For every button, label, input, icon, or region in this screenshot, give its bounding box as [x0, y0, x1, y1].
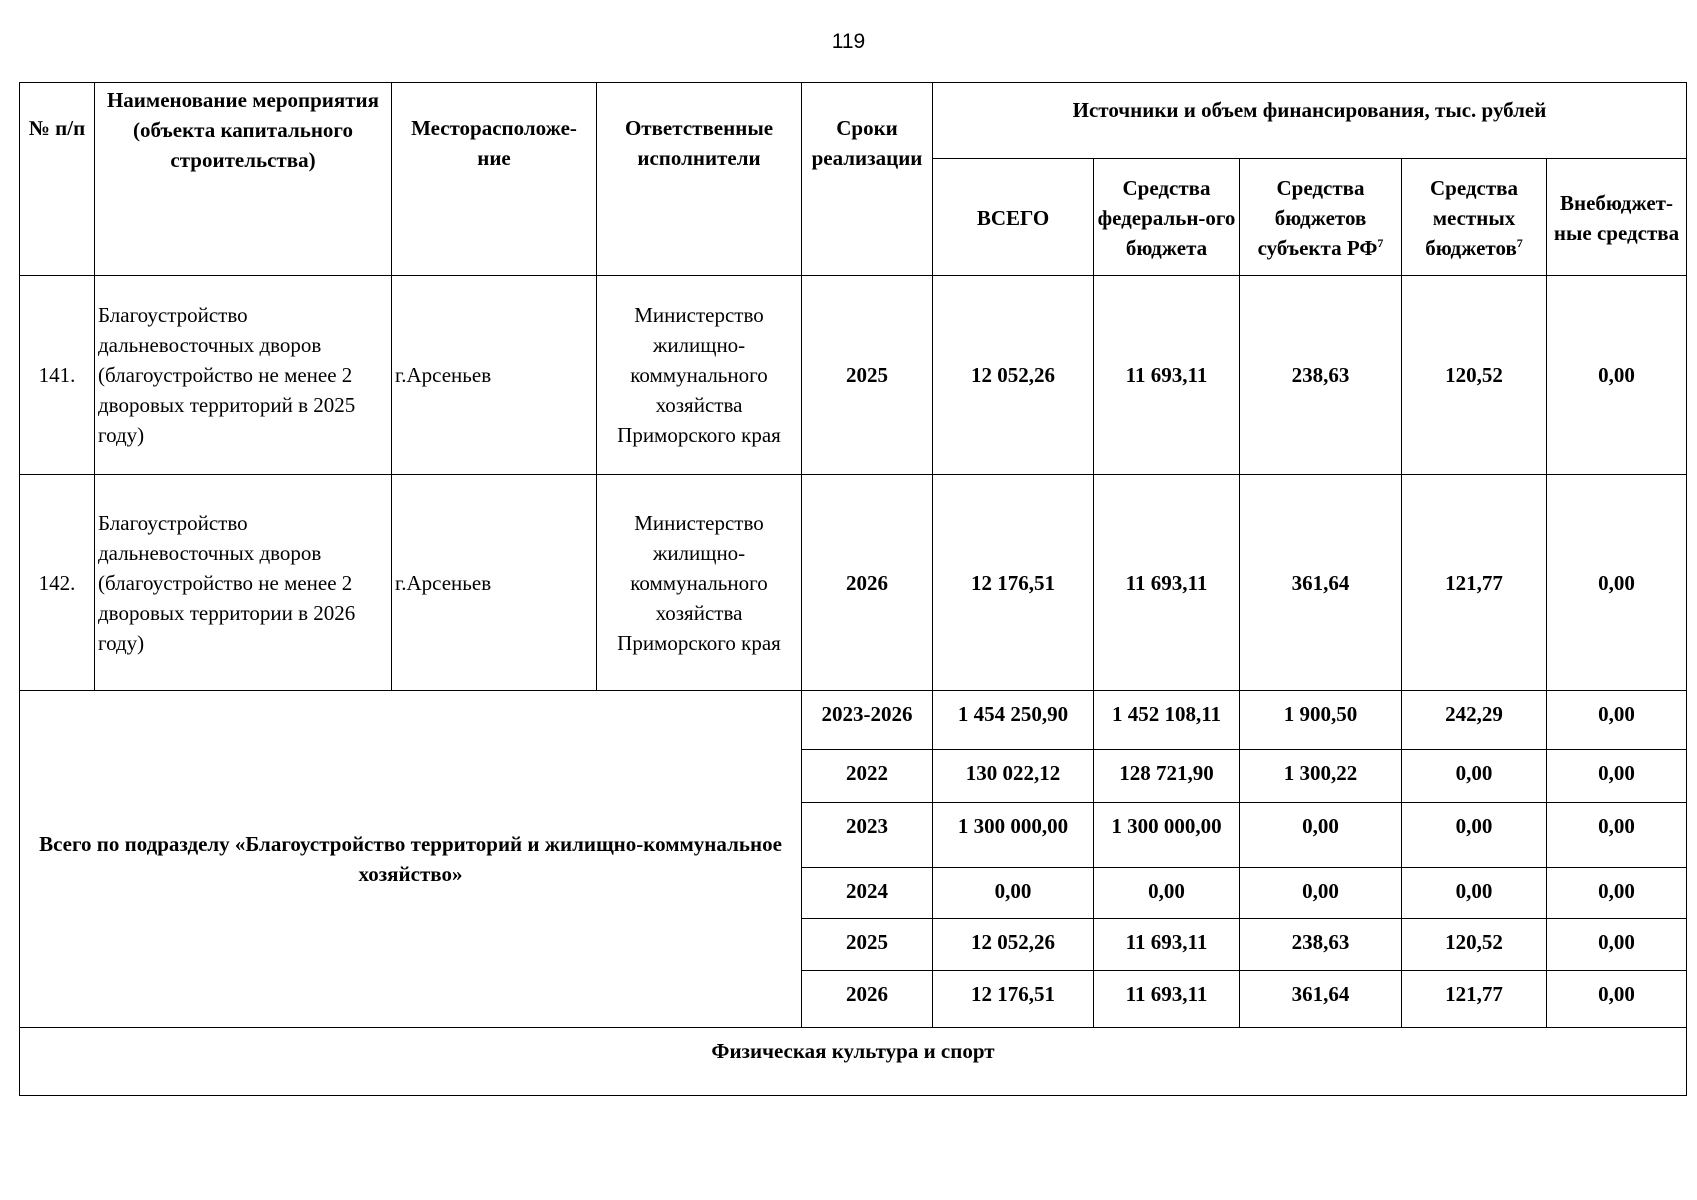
total-local: 120,52	[1402, 919, 1547, 971]
row-name: Благоустройство дальневосточных дворов (благоустройство не менее 2 дворовых территорий в 2025 году)	[95, 276, 392, 475]
row-regional: 238,63	[1240, 276, 1402, 475]
total-period: 2025	[802, 919, 933, 971]
total-extra: 0,00	[1547, 803, 1687, 868]
header-location: Месторасположе-ние	[392, 83, 597, 276]
total-total: 1 454 250,90	[933, 691, 1094, 750]
header-federal: Средства федеральн-ого бюджета	[1094, 159, 1240, 276]
total-federal: 128 721,90	[1094, 750, 1240, 803]
total-regional: 238,63	[1240, 919, 1402, 971]
total-period: 2024	[802, 868, 933, 919]
total-local: 0,00	[1402, 803, 1547, 868]
total-extra: 0,00	[1547, 971, 1687, 1028]
section-title: Физическая культура и спорт	[20, 1028, 1687, 1096]
row-total: 12 052,26	[933, 276, 1094, 475]
header-sources: Источники и объем финансирования, тыс. рублей	[933, 83, 1687, 159]
page-number: 119	[831, 30, 866, 53]
total-regional: 361,64	[1240, 971, 1402, 1028]
header-period: Сроки реализации	[802, 83, 933, 276]
header-responsible: Ответственные исполнители	[597, 83, 802, 276]
row-period: 2026	[802, 475, 933, 691]
row-extra: 0,00	[1547, 276, 1687, 475]
total-local: 242,29	[1402, 691, 1547, 750]
total-federal: 0,00	[1094, 868, 1240, 919]
total-federal: 1 452 108,11	[1094, 691, 1240, 750]
row-period: 2025	[802, 276, 933, 475]
total-local: 0,00	[1402, 750, 1547, 803]
total-row	[20, 691, 1687, 750]
total-period: 2026	[802, 971, 933, 1028]
total-federal: 1 300 000,00	[1094, 803, 1240, 868]
total-federal: 11 693,11	[1094, 919, 1240, 971]
row-no: 142.	[20, 475, 95, 691]
row-federal: 11 693,11	[1094, 276, 1240, 475]
total-total: 12 176,51	[933, 971, 1094, 1028]
row-responsible: Министерство жилищно-коммунального хозяйства Приморского края	[597, 276, 802, 475]
header-no: № п/п	[20, 83, 95, 276]
total-total: 1 300 000,00	[933, 803, 1094, 868]
total-local: 0,00	[1402, 868, 1547, 919]
total-total: 12 052,26	[933, 919, 1094, 971]
header-regional: Средства бюджетов субъекта $РФ^7$	[1240, 159, 1402, 276]
header-name: Наименование мероприятия (объекта капитального строительства)	[95, 83, 392, 276]
total-regional: 1 300,22	[1240, 750, 1402, 803]
total-total: 130 022,12	[933, 750, 1094, 803]
total-total: 0,00	[933, 868, 1094, 919]
total-period: 2023	[802, 803, 933, 868]
total-extra: 0,00	[1547, 691, 1687, 750]
table-row	[20, 475, 1687, 691]
total-extra: 0,00	[1547, 868, 1687, 919]
row-total: 12 176,51	[933, 475, 1094, 691]
header-total: ВСЕГО	[933, 159, 1094, 276]
total-regional: 0,00	[1240, 803, 1402, 868]
row-federal: 11 693,11	[1094, 475, 1240, 691]
row-responsible: Министерство жилищно-коммунального хозяйства Приморского края	[597, 475, 802, 691]
row-local: 120,52	[1402, 276, 1547, 475]
total-local: 121,77	[1402, 971, 1547, 1028]
total-extra: 0,00	[1547, 919, 1687, 971]
total-regional: 1 900,50	[1240, 691, 1402, 750]
financing-table	[19, 82, 1687, 1096]
row-regional: 361,64	[1240, 475, 1402, 691]
row-location: г.Арсеньев	[392, 475, 597, 691]
total-regional: 0,00	[1240, 868, 1402, 919]
total-extra: 0,00	[1547, 750, 1687, 803]
total-federal: 11 693,11	[1094, 971, 1240, 1028]
row-local: 121,77	[1402, 475, 1547, 691]
total-label: Всего по подразделу «Благоустройство территорий и жилищно-коммунальное хозяйство»	[20, 691, 802, 1028]
row-no: 141.	[20, 276, 95, 475]
total-period: 2023-2026	[802, 691, 933, 750]
row-location: г.Арсеньев	[392, 276, 597, 475]
total-period: 2022	[802, 750, 933, 803]
table-row	[20, 276, 1687, 475]
header-extra: Внебюджет-ные средства	[1547, 159, 1687, 276]
row-extra: 0,00	[1547, 475, 1687, 691]
row-name: Благоустройство дальневосточных дворов (благоустройство не менее 2 дворовых территории в 2026 году)	[95, 475, 392, 691]
header-local: Средства местных бюджетов$^7$	[1402, 159, 1547, 276]
